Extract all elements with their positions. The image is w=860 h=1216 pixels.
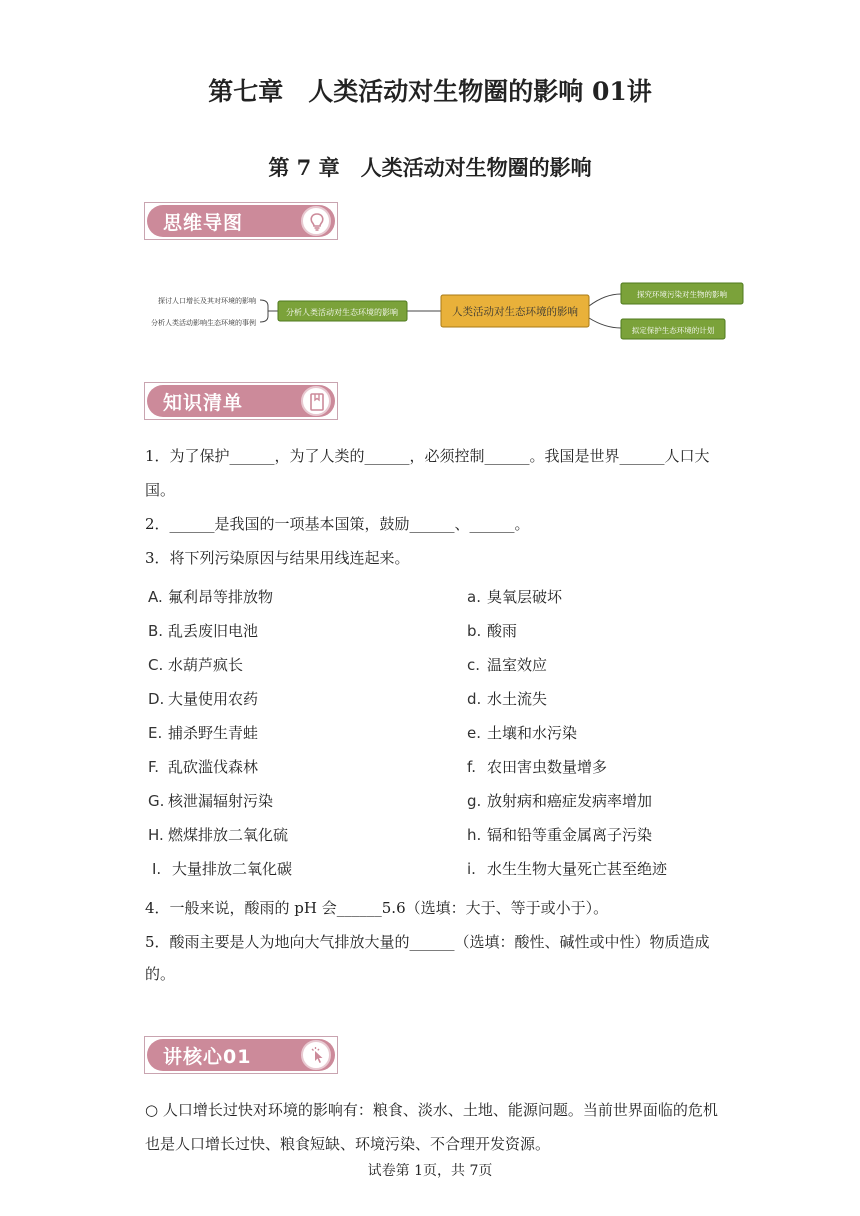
question-4: 4．一般来说，酸雨的 pH 会______5.6（选填：大于、等于或小于）。 — [145, 899, 609, 917]
effect-item: b. 酸雨 — [467, 622, 518, 640]
cause-item: I. 大量排放二氧化碳 — [152, 860, 293, 878]
effect-item: h. 镉和铅等重金属离子污染 — [467, 826, 653, 844]
core-point-line-1: ○ 人口增长过快对环境的影响有：粮食、淡水、土地、能源问题。当前世界面临的危机 — [145, 1101, 718, 1119]
cause-item: C. 水葫芦疯长 — [148, 656, 244, 674]
mind-map — [140, 278, 750, 346]
page-title: 第七章 人类活动对生物圈的影响 01讲 — [208, 77, 652, 106]
effect-item: e. 土壤和水污染 — [467, 724, 578, 742]
core-badge — [144, 1036, 338, 1074]
cause-item: B. 乱丢废旧电池 — [148, 622, 259, 640]
question-3: 3．将下列污染原因与结果用线连起来。 — [145, 549, 410, 567]
effect-item: a. 臭氧层破坏 — [467, 588, 563, 606]
effect-item: f. 农田害虫数量增多 — [467, 758, 608, 776]
mindmap-right-node-2-label: 拟定保护生态环境的计划 — [631, 326, 715, 335]
chapter-title: 第 7 章 人类活动对生物圈的影响 — [268, 155, 592, 180]
mindmap-leaf-1: 探讨人口增长及其对环境的影响 — [158, 297, 256, 305]
mindmap-left-node-label: 分析人类活动对生态环境的影响 — [286, 308, 398, 317]
effect-item: i. 水生生物大量死亡甚至绝迹 — [467, 860, 668, 878]
mindmap-leaf-2: 分析人类活动影响生态环境的事例 — [151, 319, 256, 327]
cause-item: A. 氟利昂等排放物 — [148, 588, 274, 606]
mindmap-right-node-1-label: 探究环境污染对生物的影响 — [637, 290, 727, 299]
cause-item: G. 核泄漏辐射污染 — [148, 792, 274, 810]
cause-item: E. 捕杀野生青蛙 — [148, 724, 259, 742]
question-1-line-2: 国。 — [145, 481, 176, 499]
core-badge-label: 讲核心01 — [163, 1046, 252, 1068]
pointer-click-icon — [301, 1040, 331, 1070]
effect-item: g. 放射病和癌症发病率增加 — [467, 792, 653, 810]
cause-item: F. 乱砍滥伐森林 — [148, 758, 259, 776]
mindmap-center-label: 人类活动对生态环境的影响 — [452, 306, 578, 318]
question-5-line-1: 5．酸雨主要是人为地向大气排放大量的______（选填：酸性、碱性或中性）物质造成 — [145, 933, 710, 951]
effect-item: c. 温室效应 — [467, 656, 548, 674]
core-point-line-2: 也是人口增长过快、粮食短缺、环境污染、不合理开发资源。 — [145, 1135, 551, 1153]
question-1-line-1: 1．为了保护______，为了人类的______，必须控制______。我国是世界______人口大 — [145, 447, 710, 465]
question-5-line-2: 的。 — [145, 965, 176, 983]
knowledge-badge-label: 知识清单 — [163, 392, 244, 414]
lightbulb-icon — [301, 206, 331, 236]
cause-item: H. 燃煤排放二氧化硫 — [148, 826, 289, 844]
page-footer: 试卷第 1页，共 7页 — [367, 1163, 493, 1179]
effect-item: d. 水土流失 — [467, 690, 548, 708]
question-2: 2．______是我国的一项基本国策，鼓励______、______。 — [145, 515, 530, 533]
mindmap-badge-label: 思维导图 — [163, 212, 244, 234]
mindmap-badge — [144, 202, 338, 240]
cause-item: D. 大量使用农药 — [148, 690, 259, 708]
notebook-icon — [301, 386, 331, 416]
knowledge-badge — [144, 382, 338, 420]
